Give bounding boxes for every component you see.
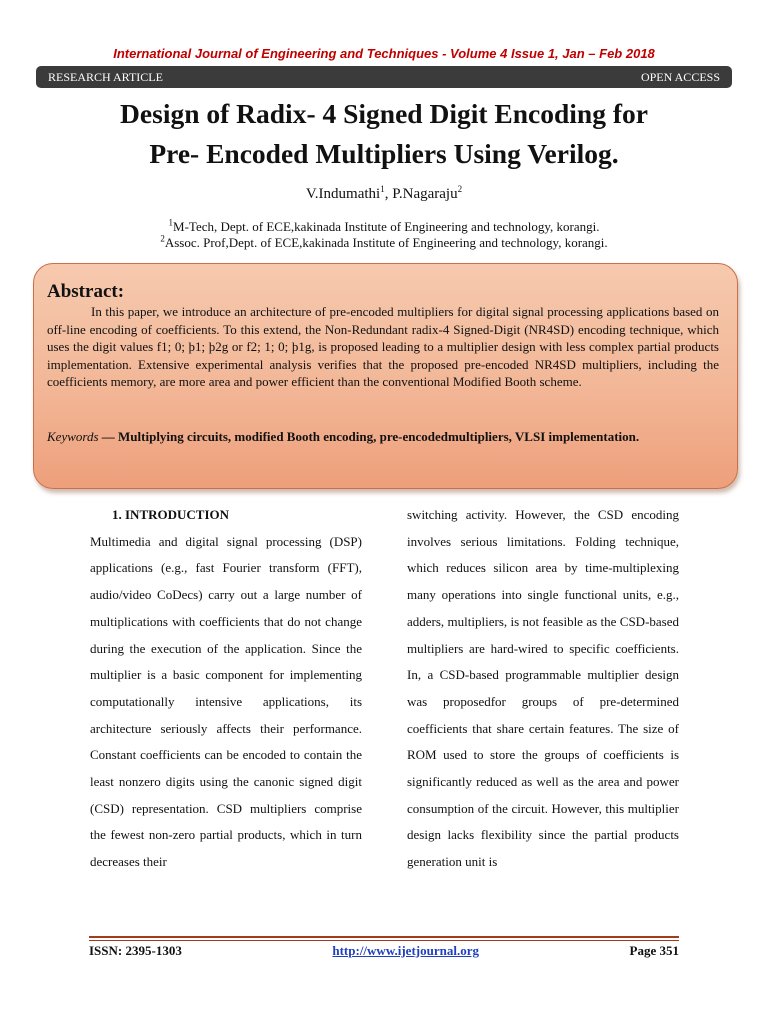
author-2: P.Nagaraju [392,186,458,202]
affiliation-2-sup: 2 [160,233,165,244]
left-column [90,502,362,876]
abstract-heading: Abstract: [47,281,125,302]
left-column-text: Multimedia and digital signal processing (DSP) applications (e.g., fast Fourier transform (FFT), audio/video CoDecs) carry out a large number of multiplications with coefficients that do not change during the execution of the application. Since the multiplier is a basic component for implementing computationally intensive applications, its architecture seriously affects their performance. Constant coefficients can be encoded to contain the least nonzero digits using the canonic signed digit (CSD) representation. CSD multipliers comprise the fewest non-zero partial products, which in turn decreases their [90,533,362,870]
author-1: V.Indumathi [305,186,381,202]
journal-url-link[interactable]: http://www.ijetjournal.org [332,943,479,958]
keywords-dash: — [98,429,119,444]
affiliation-1 [0,219,768,235]
page-footer [89,943,679,959]
journal-header: International Journal of Engineering and Techniques - Volume 4 Issue 1, Jan – Feb 2018 [113,46,655,61]
affiliation-2-text: Assoc. Prof,Dept. of ECE,kakinada Institute of Engineering and technology, korangi. [164,235,608,250]
authors [0,186,768,203]
open-access-label: OPEN ACCESS [640,69,720,84]
affiliation-1-text: M-Tech, Dept. of ECE,kakinada Institute of Engineering and technology, korangi. [173,219,600,234]
paper-title [60,94,708,174]
page-number: Page 351 [629,943,679,958]
section-heading-introduction: 1. INTRODUCTION [112,507,230,522]
affiliation-1-sup: 1 [168,217,174,228]
right-column-text: switching activity. However, the CSD encoding involves serious limitations. Folding technique, which reduces silicon area by time-multiplexing many operations into single functional units, e.g., adders, multipliers, is not feasible as the CSD-based multipliers are hard-wired to specific coefficients. In, a CSD-based programmable multiplier design was proposedfor groups of pre-determined coefficients that share certain features. The size of ROM used to store the groups of coefficients is significantly reduced as well as the area and power consumption of the circuit. However, this multiplier design lacks flexibility since the partial products generation unit is [407,507,679,870]
abstract-text: In this paper, we introduce an architecture of pre-encoded multipliers for digital signal processing applications based on off-line encoding of coefficients. To this extend, the Non-Redundant radix-4 Signed-Digit (NR4SD) encoding technique, which uses the digit values f1; 0; þ1; þ2g or f2; 1; 0; þ1g, is proposed leading to a multiplier design with less complex partial products implementation. Extensive experimental analysis verifies that the proposed pre-encoded NR4SD multipliers, including the coefficients memory, are more area and power efficient than the conventional Modified Booth scheme. [47,304,719,389]
footer-divider [89,936,679,938]
author-separator: , [384,186,393,202]
article-type-label: RESEARCH ARTICLE [48,69,163,84]
affiliations [0,219,768,251]
issn: ISSN: 2395-1303 [89,943,182,958]
footer-divider-thin [89,940,679,941]
affiliation-2 [0,235,768,251]
author-2-sup: 2 [457,184,463,194]
article-type-bar [36,66,732,88]
right-column [407,502,679,876]
title-line-1: Design of Radix- 4 Signed Digit Encoding for [120,98,648,129]
keywords-label: Keywords [47,429,99,444]
title-line-2: Pre- Encoded Multipliers Using Verilog. [149,138,619,169]
keywords-list: Multiplying circuits, modified Booth encoding, pre-encodedmultipliers, VLSI implementation. [118,429,640,444]
author-1-sup: 1 [380,184,385,194]
keywords [47,428,719,446]
